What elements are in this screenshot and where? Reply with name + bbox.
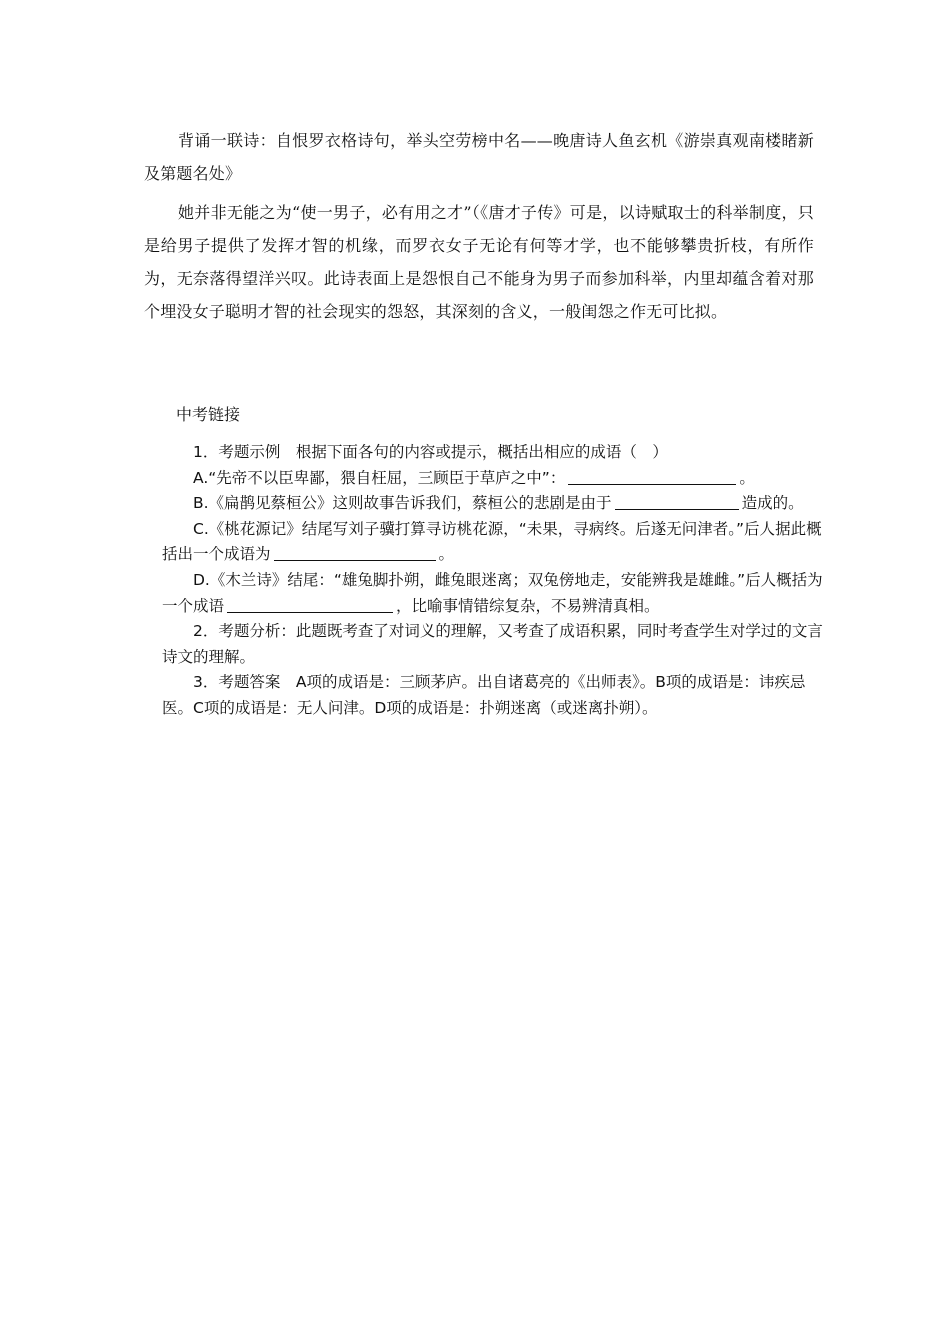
option-a-end: 。 bbox=[739, 468, 755, 487]
exam-link-section bbox=[162, 440, 830, 722]
option-c-answer-blank[interactable] bbox=[274, 544, 436, 561]
option-d-answer-blank[interactable] bbox=[227, 596, 393, 613]
option-a-answer-blank[interactable] bbox=[568, 468, 736, 485]
poem-analysis-paragraph: 她并非无能之为“使一男子，必有用之才”（《唐才子传》可是，以诗赋取士的科举制度，只是给男子提供了发挥才智的机缘，而罗衣女子无论有何等才学，也不能够攀贵折枝，有所作为，无奈落得望洋兴叹。此诗表面上是怨恨自己不能身为男子而参加科举，内里却蕴含着对那个埋没女子聪明才智的社会现实的怨怒，其深刻的含义，一般闺怨之作无可比拟。 bbox=[144, 203, 814, 321]
section-title: 中考链接 bbox=[176, 405, 241, 424]
poem-section bbox=[144, 124, 814, 328]
option-a-text: A.“先帝不以臣卑鄙，猥自枉屈，三顾臣于草庐之中”： bbox=[193, 468, 566, 487]
question-2-analysis: 2．考题分析：此题既考查了对词义的理解，又考查了成语积累，同时考查学生对学过的文言诗文的理解。 bbox=[162, 622, 823, 666]
question-3-answer: 3．考题答案 A项的成语是：三顾茅庐。出自诸葛亮的《出师表》。B项的成语是：讳疾忌医。C项的成语是：无人问津。D项的成语是：扑朔迷离（或迷离扑朔）。 bbox=[162, 673, 806, 717]
option-b-end: 造成的。 bbox=[741, 494, 804, 513]
option-a bbox=[162, 466, 830, 492]
option-d bbox=[162, 568, 830, 619]
option-b-text: B.《扁鹊见蔡桓公》这则故事告诉我们，蔡桓公的悲剧是由于 bbox=[193, 494, 612, 513]
poem-recitation-line: 背诵一联诗：自恨罗衣格诗句，举头空劳榜中名——晚唐诗人鱼玄机《游崇真观南楼睹新及第题名处》 bbox=[144, 131, 814, 183]
option-b bbox=[162, 491, 830, 517]
option-d-end: ，比喻事情错综复杂，不易辨清真相。 bbox=[396, 596, 660, 615]
option-c-end: 。 bbox=[438, 545, 455, 564]
option-b-answer-blank[interactable] bbox=[615, 493, 739, 510]
question-1-title: 1．考题示例 根据下面各句的内容或提示，概括出相应的成语（ ） bbox=[193, 443, 668, 461]
option-c-text: C.《桃花源记》结尾写刘子骥打算寻访桃花源，“未果，寻病终。后遂无问津者。”后人据此概括出一个成语为 bbox=[162, 519, 822, 564]
option-d-text: D.《木兰诗》结尾：“雄兔脚扑朔，雌兔眼迷离；双兔傍地走，安能辨我是雄雌。”后人概括为一个成语 bbox=[162, 570, 823, 615]
option-c bbox=[162, 517, 830, 568]
